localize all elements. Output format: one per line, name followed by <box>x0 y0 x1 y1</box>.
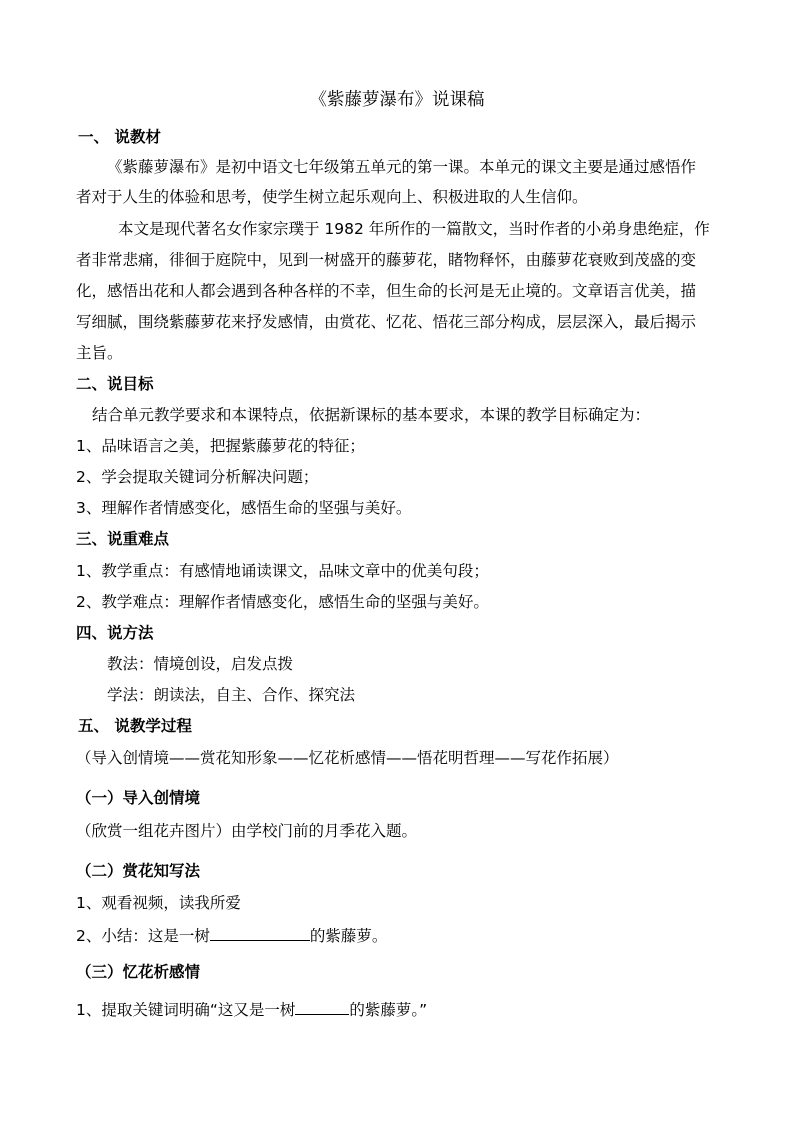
sec5-flow: （导入创情境——赏花知形象——忆花析感情——悟花明哲理——写花作拓展） <box>76 749 619 767</box>
sec1-para2-line3: 化，感悟出花和人都会遇到各种各样的不幸，但生命的长河是无止境的。文章语言优美，描 <box>76 282 697 300</box>
sec1-para1-line2: 者对于人生的体验和思考，使学生树立起乐观向上、积极进取的人生信仰。 <box>76 188 588 206</box>
sec1-para2-line2: 者非常悲痛，徘徊于庭院中，见到一树盛开的藤萝花，睹物释怀，由藤萝花衰败到茂盛的变 <box>76 251 697 269</box>
section-2-heading: 二、说目标 <box>76 375 154 393</box>
section-3-heading: 三、说重难点 <box>76 530 170 548</box>
sec1-para2-line5: 主旨。 <box>76 344 123 362</box>
sub2-item-2-prefix: 2、小结：这是一树 <box>76 927 210 945</box>
document-title: 《紫藤萝瀑布》说课稿 <box>309 90 485 110</box>
sub2-heading: （二）赏花知写法 <box>76 862 201 880</box>
sub3-item-1-suffix: 的紫藤萝。” <box>349 1001 428 1019</box>
section-4-heading: 四、说方法 <box>76 624 154 642</box>
sub3-item-1-prefix: 1、提取关键词明确“这又是一树 <box>76 1001 296 1019</box>
sec2-item-1: 1、品味语言之美，把握紫藤萝花的特征； <box>76 437 365 455</box>
sec3-item-1: 1、教学重点：有感情地诵读课文，品味文章中的优美句段； <box>76 562 489 580</box>
sec4-learning-method: 学法：朗读法，自主、合作、探究法 <box>107 686 356 704</box>
fill-in-blank <box>295 999 349 1015</box>
sub1-text: （欣赏一组花卉图片）由学校门前的月季花入题。 <box>76 822 418 840</box>
sub2-item-1: 1、观看视频，读我所爱 <box>76 894 241 912</box>
section-1-heading: 一、 说教材 <box>78 128 161 146</box>
sub3-heading: （三）忆花析感情 <box>76 963 201 981</box>
sub2-item-2-suffix: 的紫藤萝。 <box>309 927 388 945</box>
fill-in-blank <box>210 925 310 941</box>
sec1-para2-line4: 写细腻，围绕紫藤萝花来抒发感情，由赏花、忆花、悟花三部分构成，层层深入，最后揭示 <box>76 313 697 331</box>
sec3-item-2: 2、教学难点：理解作者情感变化，感悟生命的坚强与美好。 <box>76 593 489 611</box>
sec2-item-2: 2、学会提取关键词分析解决问题； <box>76 468 319 486</box>
sec2-intro: 结合单元教学要求和本课特点，依据新课标的基本要求，本课的教学目标确定为： <box>92 406 651 424</box>
sub2-item-2 <box>76 925 387 946</box>
section-5-heading: 五、 说教学过程 <box>78 717 192 735</box>
sub1-heading: （一）导入创情境 <box>76 789 201 807</box>
sec4-teaching-method: 教法：情境创设，启发点拨 <box>107 655 294 673</box>
sec1-para1-line1: 《紫藤萝瀑布》是初中语文七年级第五单元的第一课。本单元的课文主要是通过感悟作 <box>107 158 697 176</box>
sub3-item-1 <box>76 999 427 1020</box>
sec1-para2-line1: 本文是现代著名女作家宗璞于 1982 年所作的一篇散文，当时作者的小弟身患绝症，作 <box>118 220 710 238</box>
sec2-item-3: 3、理解作者情感变化，感悟生命的坚强与美好。 <box>76 499 412 517</box>
